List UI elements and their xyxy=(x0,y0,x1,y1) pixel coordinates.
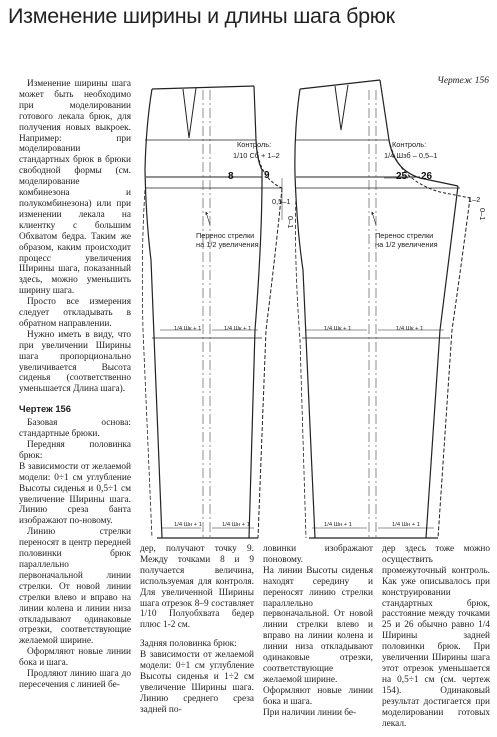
front-control-label: Контроль: xyxy=(237,140,272,149)
point-26-label: 26 xyxy=(421,171,433,182)
back-paragraph: В зависимости от желаемой модели: 0÷1 см углубление Высоты сиденья и 1÷2 см увеличение Ширины шага. Линию среднего среза задней по- xyxy=(140,650,254,715)
knee-width-label: 1/4 Шк + 1 xyxy=(224,326,252,332)
intro-paragraph: Просто все измерения следует откладывать в обратном направлении. xyxy=(19,297,131,329)
arrow-note-label: на 1/2 увеличения xyxy=(196,240,259,249)
hem-width-label: 1/4 Шн + 1 xyxy=(174,522,203,528)
hem-width-label: 1/4 Шн + 1 xyxy=(222,522,251,528)
col3-paragraph: Оформляют новые линии бока и шага. xyxy=(263,685,373,707)
front-heading: Передняя половинка брюк: xyxy=(19,440,131,461)
back-dim-label: 1–2 xyxy=(468,195,481,204)
text-column-4 xyxy=(382,544,490,729)
col4-paragraph: дер здесь тоже можно осуществить промежуточный контроль. Как уже описывалось при конструировании стандартных брюк, расстояние между точками 25 и 26 обычно равно 1/4 Ширины задней половинки брюк. При увеличении Ширины шага этот отрезок уменьшается на 0,5÷1 см (см. чертеж 154). Одинаковый результат достигается при моделировании готовых лекал. xyxy=(382,544,490,729)
front-dim-label: 0,5–1 xyxy=(272,197,291,206)
knee-width-label: 1/4 Шк + 1 xyxy=(324,326,352,332)
front-dim-label: 0–1 xyxy=(286,216,295,229)
knee-width-label: 1/4 Шк + 1 xyxy=(174,326,202,332)
arrow-note-label: Перенос стрелки xyxy=(375,231,434,240)
point-9-label: 9 xyxy=(264,170,270,181)
text-column-2 xyxy=(140,544,254,716)
front-control-formula: 1/10 Сб + 1–2 xyxy=(233,151,280,160)
page-title: Изменение ширины и длины шага брюк xyxy=(8,4,395,28)
hem-width-label: 1/4 Шн + 1 xyxy=(392,522,421,528)
arrow-note-label: Перенос стрелки xyxy=(196,231,255,240)
point-8-label: 8 xyxy=(228,171,234,182)
intro-paragraph: Нужно иметь в виду, что при увеличении Ширины шага пропорционально увеличивается Высота сиденья (соответственно уменьшается Длина шага). xyxy=(19,329,131,395)
knee-width-label: 1/4 Шк + 1 xyxy=(396,326,424,332)
col3-paragraph: ловинки изображают поновому. xyxy=(263,544,373,565)
pattern-drawing xyxy=(138,72,490,542)
front-paragraph: Оформляют новые линии бока и шага. xyxy=(19,647,131,669)
base-note: Базовая основа: стандартные брюки. xyxy=(19,418,131,440)
back-trouser-piece xyxy=(295,80,470,538)
col3-paragraph: На линии Высоты сиденья находят середину и переносят линию стрелки параллельно первоначальной. От новой линии стрелки влево и вправо на линии колена и линии низа откладывают одинаковые отрезки, соответствующие желаемой ширине. xyxy=(263,565,373,685)
text-column-left xyxy=(19,79,131,691)
arrow-note-label: на 1/2 увеличения xyxy=(375,240,438,249)
point-25-label: 25 xyxy=(396,171,408,182)
col3-paragraph: При наличии линии бе- xyxy=(263,707,357,718)
front-paragraph: Линию стрелки переносят в центр передней половинки брюк параллельно первоначальной линии стрелки. От новой линии стрелки влево и вправо на линии колена и линии низа откладывают одинаковые отрезки, соответствующие желаемой ширине. xyxy=(19,527,131,647)
drawing-caption: Чертеж 156 xyxy=(437,76,489,86)
front-paragraph: Продляют линию шага до пересечения с линией бе- xyxy=(19,669,131,690)
back-control-label: Контроль: xyxy=(392,140,427,149)
back-dim-label: 0–1 xyxy=(478,208,487,221)
hem-width-label: 1/4 Шн + 1 xyxy=(324,522,353,528)
text-column-3 xyxy=(263,544,373,719)
col2-paragraph: дер, получают точку 9. Между точками 8 и 9 получается величина, используемая для контроля. Для увеличенной Ширины шага отрезок 8–9 составляет 1/10 Полуобхвата бедер плюс 1-2 см. xyxy=(140,544,254,631)
intro-paragraph: Изменение ширины шага может быть необходимо при моделировании готового лекала брюк, для получения новых выкроек. Например: при моделировании стандартных брюк в брюки свободной формы (см. моделирование комбинезона и полукомбинезона) или при изменении лекала на клиентку с большим Обхватом бедра. Таким же образом, каким происходит процесс увеличения Ширины шага, показанный здесь, можно уменьшить ширину шага. xyxy=(19,79,131,297)
back-heading: Задняя половинка брюк: xyxy=(140,639,237,650)
section-heading: Чертеж 156 xyxy=(19,403,71,415)
back-control-formula: 1/4 Шзб – 0,5–1 xyxy=(384,151,438,160)
front-paragraph: В зависимости от желаемой модели: 0÷1 см углубление Высоты сиденья и 0,5÷1 см увеличение Ширины шага. Линию среза банта изображают по-новому. xyxy=(19,461,131,527)
